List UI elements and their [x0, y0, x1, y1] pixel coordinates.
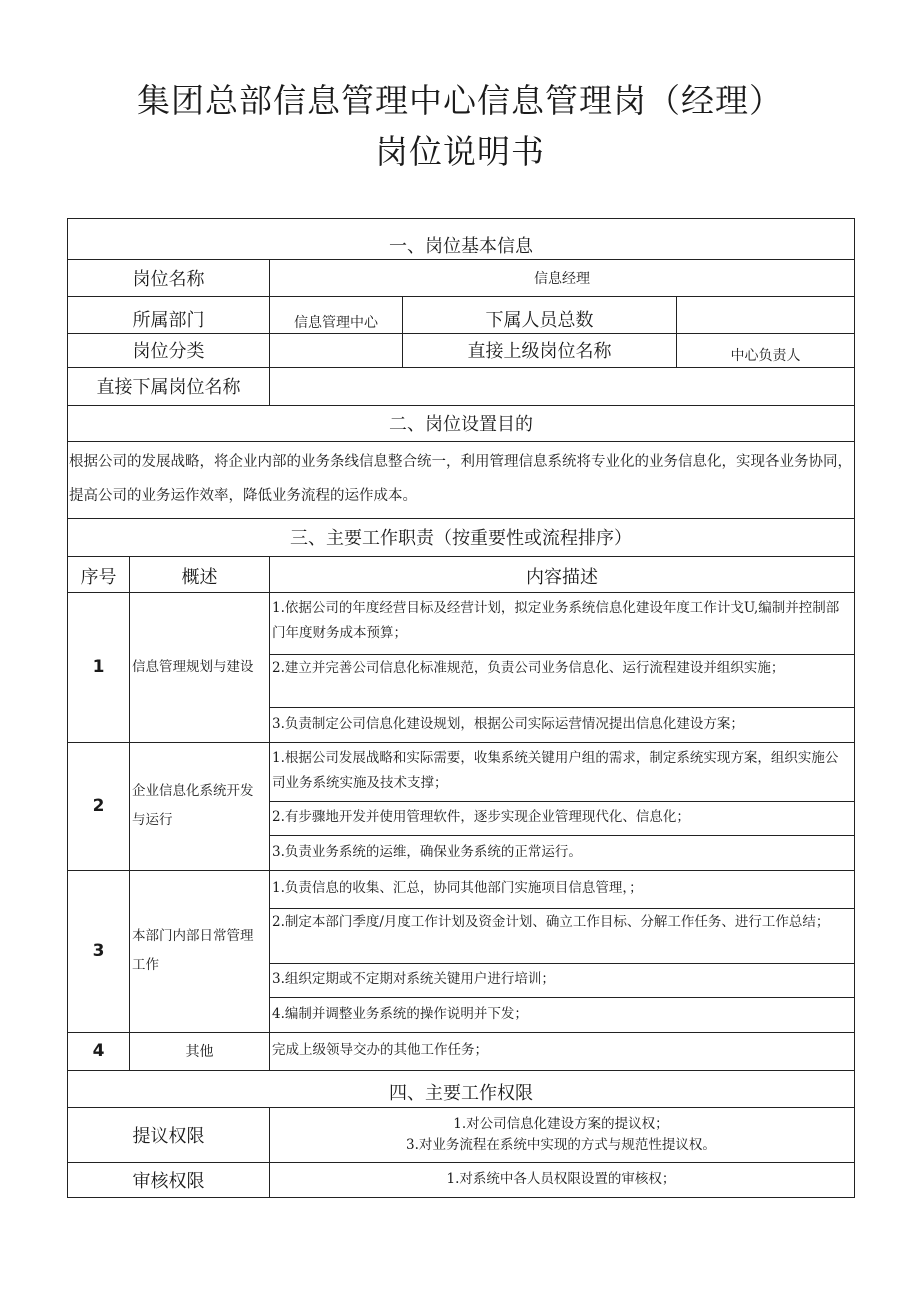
duty-3-item-2: 2.制定本部门季度/月度工作计划及资金计划、确立工作目标、分解工作任务、进行工作总结； — [272, 914, 830, 930]
column-header-description: 内容描述 — [526, 567, 598, 588]
section-authority-heading: 四、主要工作权限 — [389, 1082, 533, 1104]
duty-2-item-3: 3.负责业务系统的运维，确保业务系统的正常运行。 — [272, 844, 582, 860]
superior-position-value: 中心负责人 — [730, 348, 801, 364]
document-title-line1: 集团总部信息管理中心信息管理岗（经理） — [137, 81, 783, 120]
direct-subordinate-value — [270, 367, 854, 405]
duty-1-number: 1 — [92, 657, 105, 677]
duty-4-item-1: 完成上级领导交办的其他工作任务； — [272, 1042, 488, 1058]
subordinate-count-label: 下属人员总数 — [485, 309, 594, 331]
job-description-table — [67, 218, 855, 1198]
duty-2-number: 2 — [92, 796, 105, 816]
review-authority-item-1: 1.对系统中各人员权限设置的审核权； — [446, 1171, 676, 1187]
duty-1-summary: 信息管理规划与建设 — [132, 658, 254, 675]
duty-1-item-3: 3.负责制定公司信息化建设规划，根据公司实际运营情况提出信息化建设方案； — [272, 716, 744, 732]
duty-3-number: 3 — [92, 941, 105, 961]
subordinate-count-value — [677, 296, 854, 333]
category-value — [270, 333, 402, 367]
proposal-authority-item-1: 1.对公司信息化建设方案的提议权； — [453, 1115, 669, 1132]
category-label: 岗位分类 — [132, 341, 205, 362]
department-value: 信息管理中心 — [294, 314, 378, 331]
section-duties-heading: 三、主要工作职责（按重要性或流程排序） — [290, 528, 632, 549]
position-name-label: 岗位名称 — [132, 268, 205, 290]
section-basic-info-heading: 一、岗位基本信息 — [389, 236, 533, 257]
proposal-authority-items — [270, 1107, 854, 1162]
section-purpose-heading: 二、岗位设置目的 — [389, 414, 533, 435]
purpose-text: 根据公司的发展战略，将企业内部的业务条线信息整合统一，利用管理信息系统将专业化的业务信息化，实现各业务协同，提高公司的业务运作效率，降低业务流程的运作成本。 — [69, 454, 852, 504]
duty-3-item-1: 1.负责信息的收集、汇总，协同其他部门实施项目信息管理，； — [272, 880, 643, 896]
duty-4-summary: 其他 — [185, 1044, 214, 1060]
duty-3-item-4: 4.编制并调整业务系统的操作说明并下发； — [272, 1006, 528, 1022]
proposal-authority-label: 提议权限 — [132, 1125, 205, 1147]
duty-1-item-2: 2.建立并完善公司信息化标准规范，负责公司业务信息化、运行流程建设并组织实施； — [272, 660, 785, 676]
review-authority-items — [270, 1162, 854, 1197]
superior-position-label: 直接上级岗位名称 — [467, 341, 612, 362]
position-name-value: 信息经理 — [534, 270, 590, 287]
duty-3-item-3: 3.组织定期或不定期对系统关键用户进行培训； — [272, 971, 555, 987]
proposal-authority-item-2: 3.对业务流程在系统中实现的方式与规范性提议权。 — [406, 1136, 716, 1153]
department-label: 所属部门 — [132, 309, 205, 331]
duty-1-item-1: 1.依据公司的年度经营目标及经营计划，拟定业务系统信息化建设年度工作计戈U,编制并控制部门年度财务成本预算； — [272, 600, 840, 641]
column-header-no: 序号 — [80, 567, 117, 588]
duty-2-item-1: 1.根据公司发展战略和实际需要，收集系统关键用户组的需求，制定系统实现方案，组织实施公司业务系统实施及技术支撑； — [272, 750, 839, 791]
duty-4-number: 4 — [92, 1041, 105, 1061]
document-title-line2: 岗位说明书 — [375, 132, 545, 171]
direct-subordinate-label: 直接下属岗位名称 — [96, 377, 241, 398]
duty-2-summary: 企业信息化系统开发与运行 — [132, 783, 254, 828]
duty-2-item-2: 2.有步骤地开发并使用管理软件，逐步实现企业管理现代化、信息化； — [272, 809, 690, 825]
column-header-summary: 概述 — [181, 567, 218, 588]
duty-3-summary: 本部门内部日常管理工作 — [132, 928, 254, 973]
review-authority-label: 审核权限 — [132, 1170, 205, 1192]
